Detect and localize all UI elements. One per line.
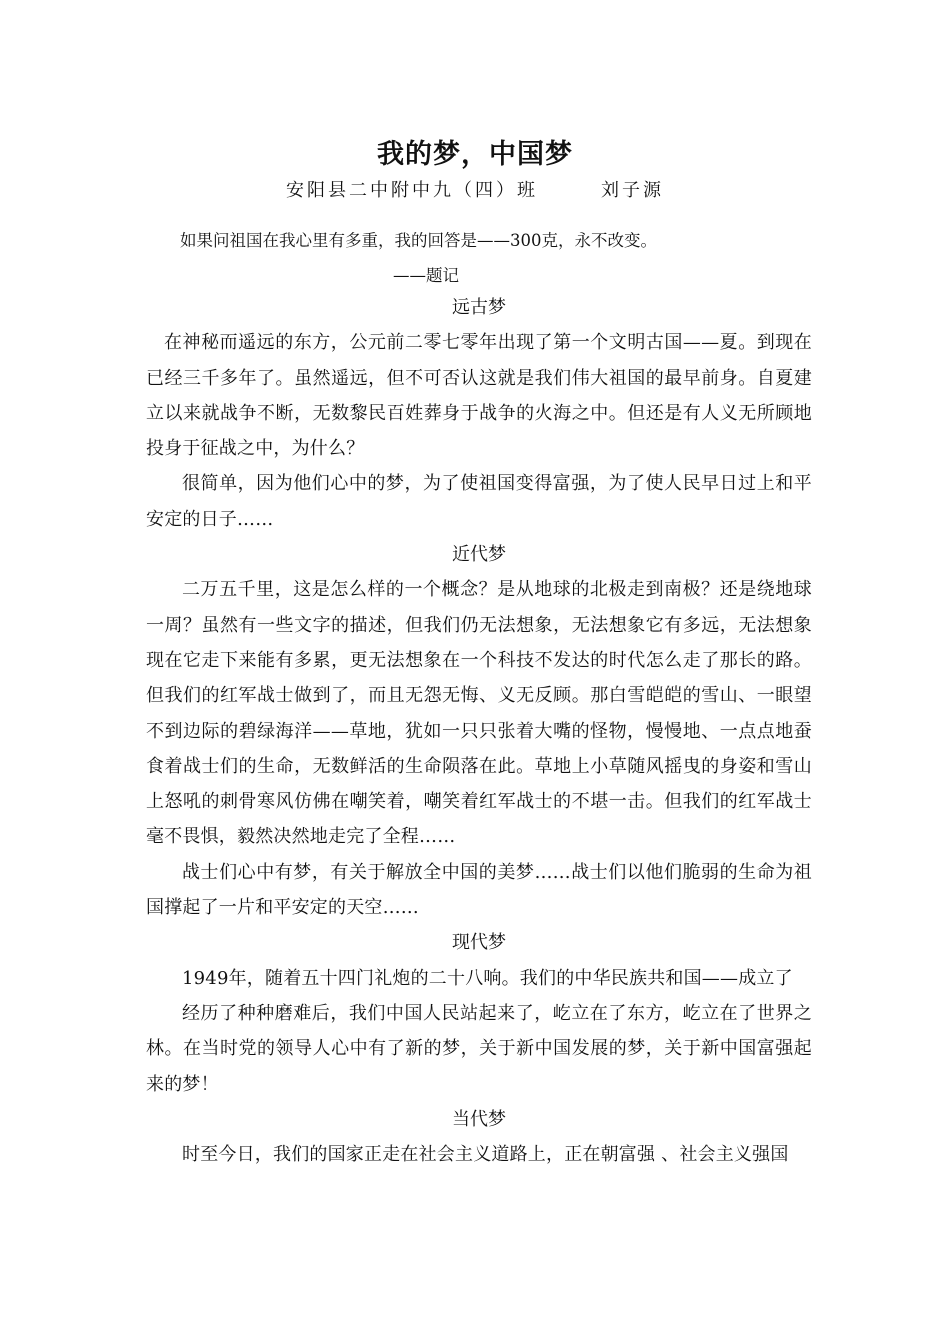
epigraph-signature: ——题记 (393, 266, 459, 285)
section-heading-contemporary: 当代梦 (452, 1108, 506, 1130)
epigraph-text: 如果问祖国在我心里有多重，我的回答是——300克，永不改变。 (180, 231, 657, 250)
paragraph: 二万五千里，这是怎么样的一个概念？是从地球的北极走到南极？还是绕地球一周？虽然有一些文字的描述，但我们仍无法想象，无法想象它有多远，无法想象现在它走下来能有多累，更无法想象在一个科技不发达的时代怎么走了那长的路。但我们的红军战士做到了，而且无怨无悔、义无反顾。那白雪皑皑的雪山、一眼望不到边际的碧绿海洋——草地，犹如一只只张着大嘴的怪物，慢慢地、一点点地蚕食着战士们的生命，无数鲜活的生命陨落在此。草地上小草随风摇曳的身姿和雪山上怒吼的刺骨寒风仿佛在嘲笑着，嘲笑着红军战士的不堪一击。但我们的红军战士毫不畏惧，毅然决然地走完了全程…… (146, 579, 812, 848)
author-byline: 安阳县二中附中九（四）班 刘子源 (286, 180, 664, 201)
paragraph: 在神秘而遥远的东方，公元前二零七零年出现了第一个文明古国——夏。到现在已经三千多年了。虽然遥远，但不可否认这就是我们伟大祖国的最早前身。自夏建立以来就战争不断，无数黎民百姓葬身于战争的火海之中。但还是有人义无所顾地投身于征战之中，为什么？ (146, 332, 812, 460)
section-heading-modern-history: 近代梦 (452, 544, 506, 566)
document-title: 我的梦，中国梦 (377, 139, 573, 170)
section-heading-modern: 现代梦 (452, 932, 506, 954)
paragraph: 战士们心中有梦，有关于解放全中国的美梦……战士们以他们脆弱的生命为祖国撑起了一片和平安定的天空…… (146, 861, 812, 919)
section-heading-ancient: 远古梦 (452, 297, 506, 318)
paragraph: 时至今日，我们的国家正走在社会主义道路上，正在朝富强 、社会主义强国 (182, 1144, 789, 1166)
paragraph: 1949年，随着五十四门礼炮的二十八响。我们的中华民族共和国——成立了 (182, 967, 793, 989)
paragraph: 很简单，因为他们心中的梦，为了使祖国变得富强，为了使人民早日过上和平安定的日子…… (146, 473, 812, 530)
paragraph: 经历了种种磨难后，我们中国人民站起来了，屹立在了东方，屹立在了世界之林。在当时党的领导人心中有了新的梦，关于新中国发展的梦，关于新中国富强起来的梦！ (146, 1002, 812, 1095)
document-body (146, 290, 812, 1172)
